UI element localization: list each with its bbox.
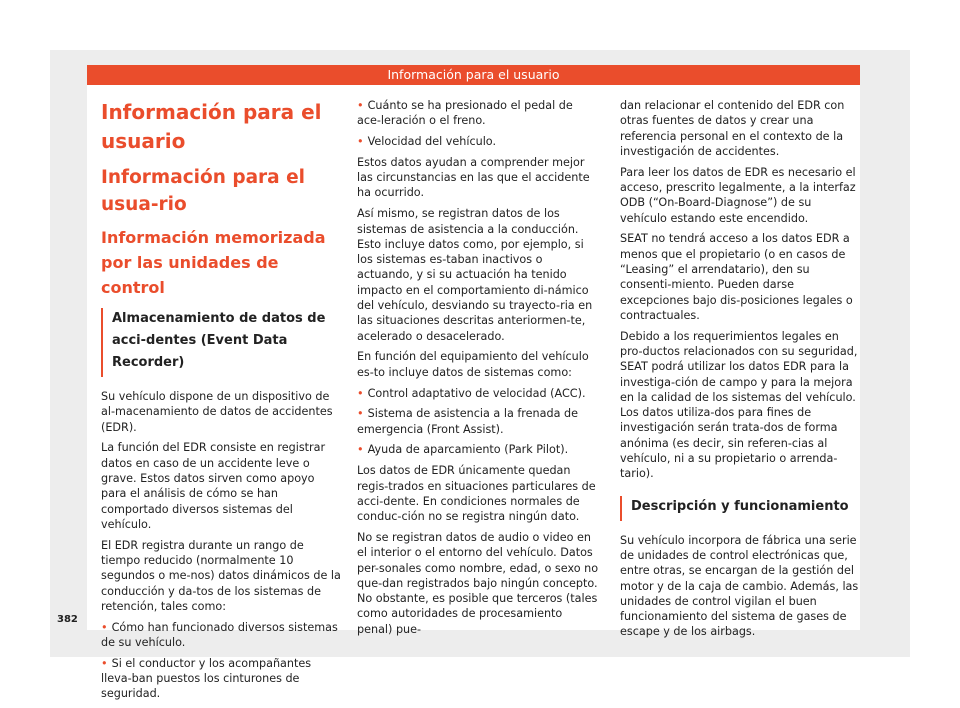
heading-3: Información memorizada por las unidades de control [101, 228, 326, 297]
heading-4-description: Descripción y funcionamiento [620, 496, 860, 521]
column-left [101, 98, 342, 707]
page-number: 382 [57, 614, 78, 625]
paragraph: En función del equipamiento del vehículo es-to incluye datos de sistemas como: [357, 350, 589, 379]
paragraph: SEAT no tendrá acceso a los datos EDR a menos que el propietario (o en casos de “Leasing” el arrendatario), den su consenti-miento. Pueden darse excepciones bajo dis-posiciones legales o contractuales. [620, 232, 853, 322]
paragraph: El EDR registra durante un rango de tiempo reducido (normalmente 10 segundos o me-nos) datos dinámicos de la conducción y da-tos de los sistemas de retención, tales como: [101, 538, 341, 613]
paragraph: Estos datos ayudan a comprender mejor las circunstancias en las que el accidente ha ocurrido. [357, 155, 590, 200]
paragraph: Su vehículo incorpora de fábrica una serie de unidades de control electrónicas que, entre otras, se encargan de la gestión del motor y de la caja de cambio. Además, las unidades de control vigilan el buen funcionamiento del sistema de gases de escape y de los airbags. [620, 533, 859, 639]
paragraph: Su vehículo dispone de un dispositivo de al-macenamiento de datos de accidentes (EDR). [101, 390, 333, 434]
paragraph: La función del EDR consiste en registrar datos en caso de un accidente leve o grave. Estos datos sirven como apoyo para el análisis de cómo se han comportado diversos sistemas del vehículo. [101, 441, 326, 531]
bullet-item: • Cuánto se ha presionado el pedal de ace-leración o el freno. [357, 98, 600, 129]
heading-4-edr: Almacenamiento de datos de acci-dentes (Event Data Recorder) [101, 308, 342, 377]
paragraph: Para leer los datos de EDR es necesario el acceso, prescrito legalmente, a la interfaz ODB (“On-Board-Diagnose”) de su vehículo estando este encendido. [620, 165, 856, 225]
paragraph: Así mismo, se registran datos de los sistemas de asistencia a la conducción. Esto incluye datos como, por ejemplo, si los sistemas es-taban inactivos o actuando, y si su actuación ha tenido impacto en el comportamiento di-námico del vehículo, desviando su trayecto-ria en las situaciones descritas anteriormen-te, acelerado o desacelerado. [357, 207, 593, 343]
bullet-item: • Cómo han funcionado diversos sistemas de su vehículo. [101, 620, 342, 651]
paragraph: dan relacionar el contenido del EDR con otras fuentes de datos y crear una referencia personal en el contexto de la investigación de accidentes. [620, 99, 845, 158]
heading-1: Información para el usuario [101, 100, 322, 153]
section-header: Información para el usuario [87, 65, 860, 85]
bullet-item: • Sistema de asistencia a la frenada de emergencia (Front Assist). [357, 406, 600, 437]
column-middle [357, 98, 600, 643]
column-right [620, 98, 860, 645]
paragraph: No se registran datos de audio o video en el interior o el entorno del vehículo. Datos per-sonales como nombre, edad, o sexo no que-dan registrados bajo ningún concepto. No obstante, es posible que terceros (tales como autoridades de procesamiento penal) pue- [357, 530, 599, 636]
paragraph: Los datos de EDR únicamente quedan regis-trados en situaciones particulares de acci-dente. En condiciones normales de conduc-ción no se registra ningún dato. [357, 464, 596, 524]
bullet-item: • Si el conductor y los acompañantes lleva-ban puestos los cinturones de seguridad. [101, 656, 342, 702]
paragraph: Debido a los requerimientos legales en pro-ductos relacionados con su seguridad, SEAT podrá utilizar los datos EDR para la investiga-ción de campo y para la mejora en la calidad de los sistemas del vehículo. Los datos utiliza-dos para fines de investigación serán trata-dos de forma anónima (es decir, sin referen-cias al vehículo, ni a su propietario o arrenda-tario). [620, 329, 858, 481]
bullet-item: • Ayuda de aparcamiento (Park Pilot). [357, 442, 600, 457]
heading-2: Información para el usua-rio [101, 167, 305, 215]
bullet-item: • Control adaptativo de velocidad (ACC). [357, 386, 600, 401]
bullet-item: • Velocidad del vehículo. [357, 134, 600, 149]
